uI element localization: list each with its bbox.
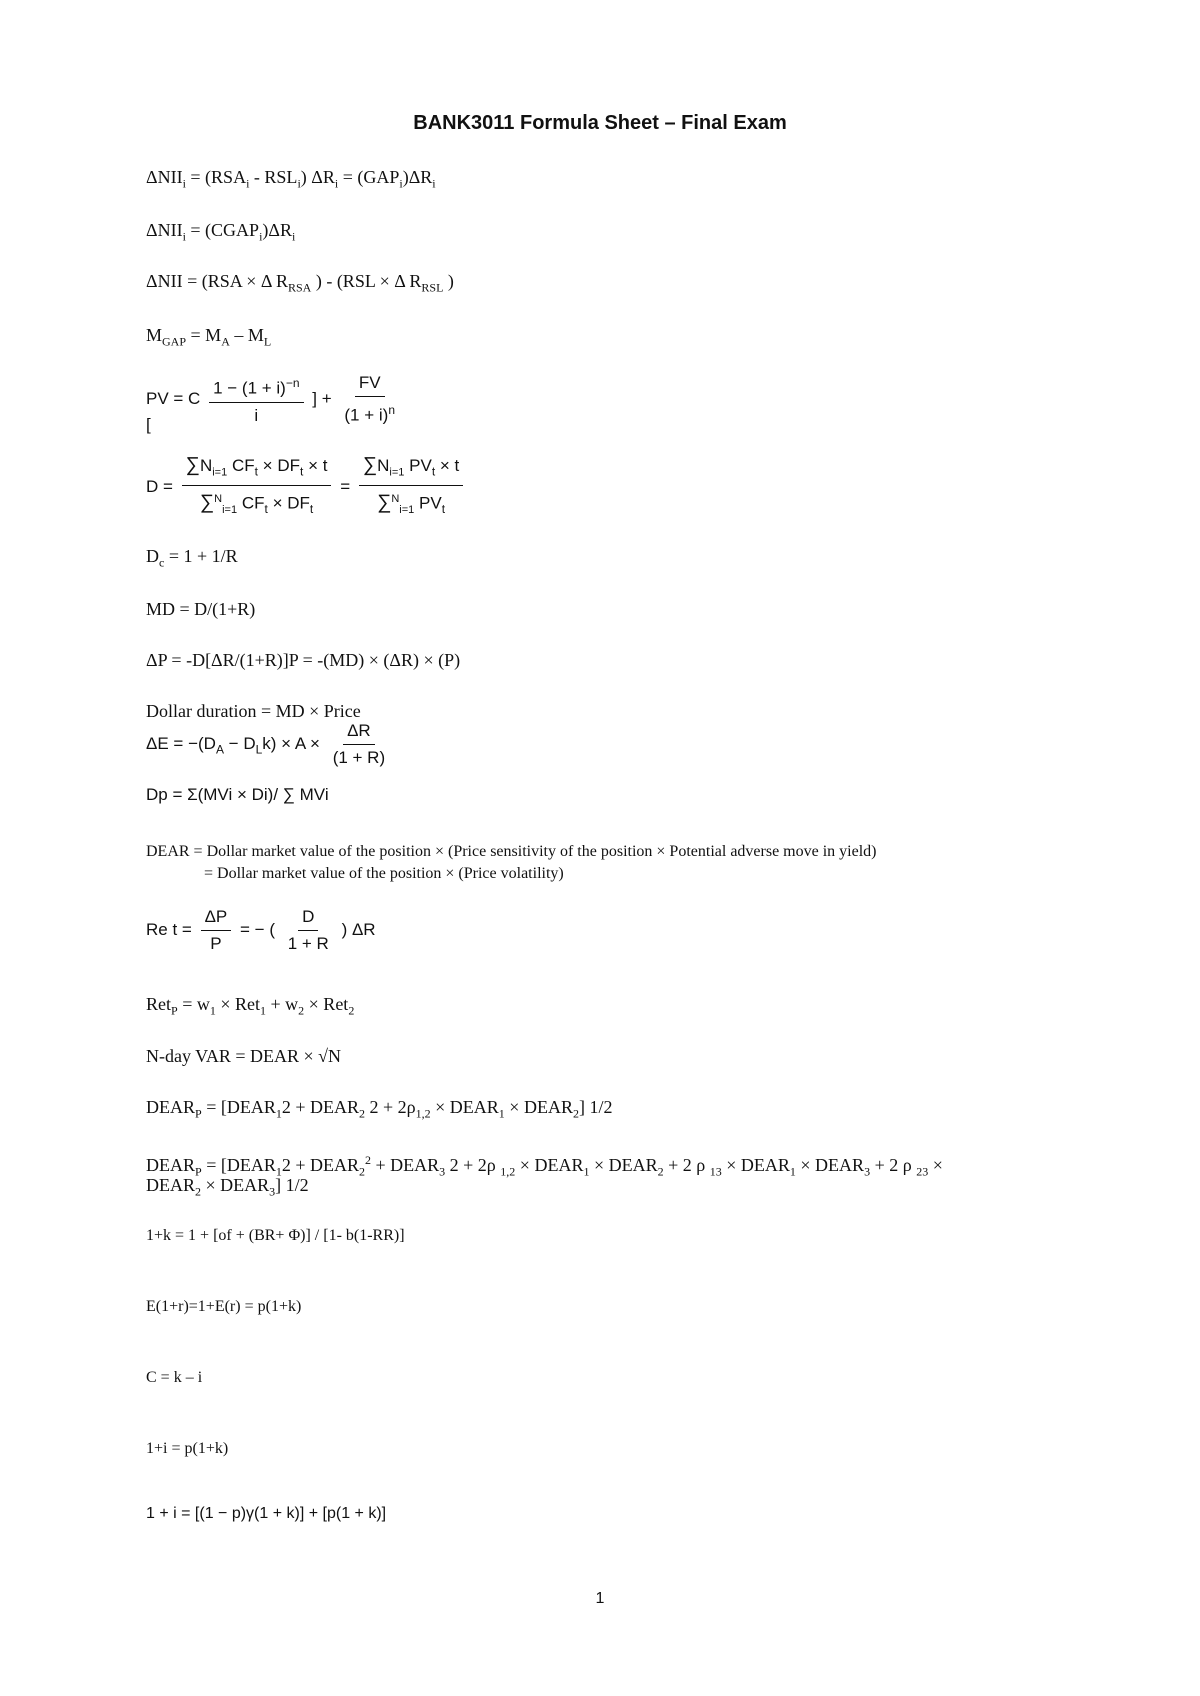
formula-dear-definition: DEAR = Dollar market value of the position × (Price sensitivity of the position × Potential adverse move in yield) [146,843,877,860]
return-fraction-d: $\frac{D}{1 + R}$ [287,907,329,953]
formula-dear-volatility: = Dollar market value of the position × (Price volatility) [204,865,564,882]
duration-fraction-cf: $\frac{\sum N_{i=1} CF_t \times DF_t \times t}{\sum^N_{i=1} CF_t \times DF_t}$ [182,454,332,521]
duration-equals: = [340,477,351,497]
equity-change-fraction: $\frac{\Delta R}{(1 + R)}$ [332,721,386,767]
formula-equity-change: $\Delta E = -(D_A - D_Lk) \times A$ × $\frac{\Delta R}{(1 + R)}$ [146,720,393,769]
formula-duration [146,454,467,521]
duration-lhs: D = [146,477,173,497]
formula-n-day-var: N-day VAR = DEAR × √N [146,1046,342,1066]
formula-credit-premium: C = k – i [146,1369,203,1386]
duration-fraction-pv: $\frac{\sum N_{i=1} PV_t \times t}{\sum^N_{i=1} PV_t}$ [359,454,463,521]
formula-consol-duration: $D_c = 1 + 1/R$ [146,546,238,570]
pv-lhs: PV = C [146,388,201,408]
formula-dear-portfolio-three: $DEAR_P$ = [$DEAR_12$ + $DEAR_2^2$ + $DEAR_3$ 2 + 2ρ $_{1,2} \times DEAR_1$ × $DEAR_2 + 2$ ρ $_{13} \times DEAR_1$ × $DEAR_3 + 2$ ρ $_{23}$ × [146,1153,943,1179]
formula-delta-nii-cgap: $\Delta NII_i$ = $(CGAP_i)\Delta R_i$ [146,220,296,244]
pv-annuity-fraction: $\frac{1 - (1 + i)^{-n}}{i}$ [209,372,303,427]
formula-dollar-duration: Dollar duration = MD × Price [146,701,361,721]
formula-loan-return: 1+k = 1 + [of + (BR+ Φ)] / [1- b(1-RR)] [146,1227,405,1244]
formula-modified-duration: MD = D/(1+R) [146,599,256,619]
formula-expected-return: E(1+r)=1+E(r) = p(1+k) [146,1298,302,1315]
formula-delta-nii-rsa-rsl: ΔNII = (RSA × Δ $R_{RSA}$ ) - (RSL × Δ $R_{RSL}$ ) [146,271,454,295]
formula-risk-free-relation: 1+i = p(1+k) [146,1440,229,1457]
formula-dear-portfolio-two: $DEAR_P$ = [$DEAR_12$ + $DEAR_2$ $2 + 2\rho_{1,2}$ × $DEAR_1$ × $DEAR_2$] 1/2 [146,1097,613,1121]
formula-delta-nii-gap: $\Delta NII_i = (RSA_i - RSL_i) \Delta R_i = (GAP_i)\Delta R_i$ [146,167,436,191]
return-mid: = − ( [240,919,275,939]
formula-present-value [146,372,403,427]
page-number: 1 [595,1590,605,1607]
pv-fv-fraction: $\frac{FV}{(1 + i)^n}$ [344,373,395,425]
formula-portfolio-return: $Ret_P = w_1 \times Ret_1 + w_2 \times Ret_2$ [146,994,355,1018]
pv-open-bracket: [ [146,415,151,434]
page-title: BANK3011 Formula Sheet – Final Exam [413,112,787,134]
return-fraction-dp: $\frac{\Delta P}{P}$ [201,906,232,955]
formula-portfolio-duration: Dp = Σ(MVi × Di)/ ∑ MVi [146,785,329,804]
pv-mid: ] + [312,388,332,408]
return-lhs: Re t = [146,919,192,939]
return-rhs: ) ΔR [341,919,376,939]
formula-dear-portfolio-three-cont: $DEAR_2$ × $DEAR_3$] 1/2 [146,1175,309,1199]
formula-maturity-gap: $M_{GAP} = M_A - M_L$ [146,325,272,349]
formula-recovery-relation: 1 + i = [(1 − p)γ(1 + k)] + [p(1 + k)] [146,1505,387,1522]
formula-price-change: ΔP = -D[ΔR/(1+R)]P = -(MD) × (ΔR) × (P) [146,650,461,670]
formula-return [146,906,376,955]
